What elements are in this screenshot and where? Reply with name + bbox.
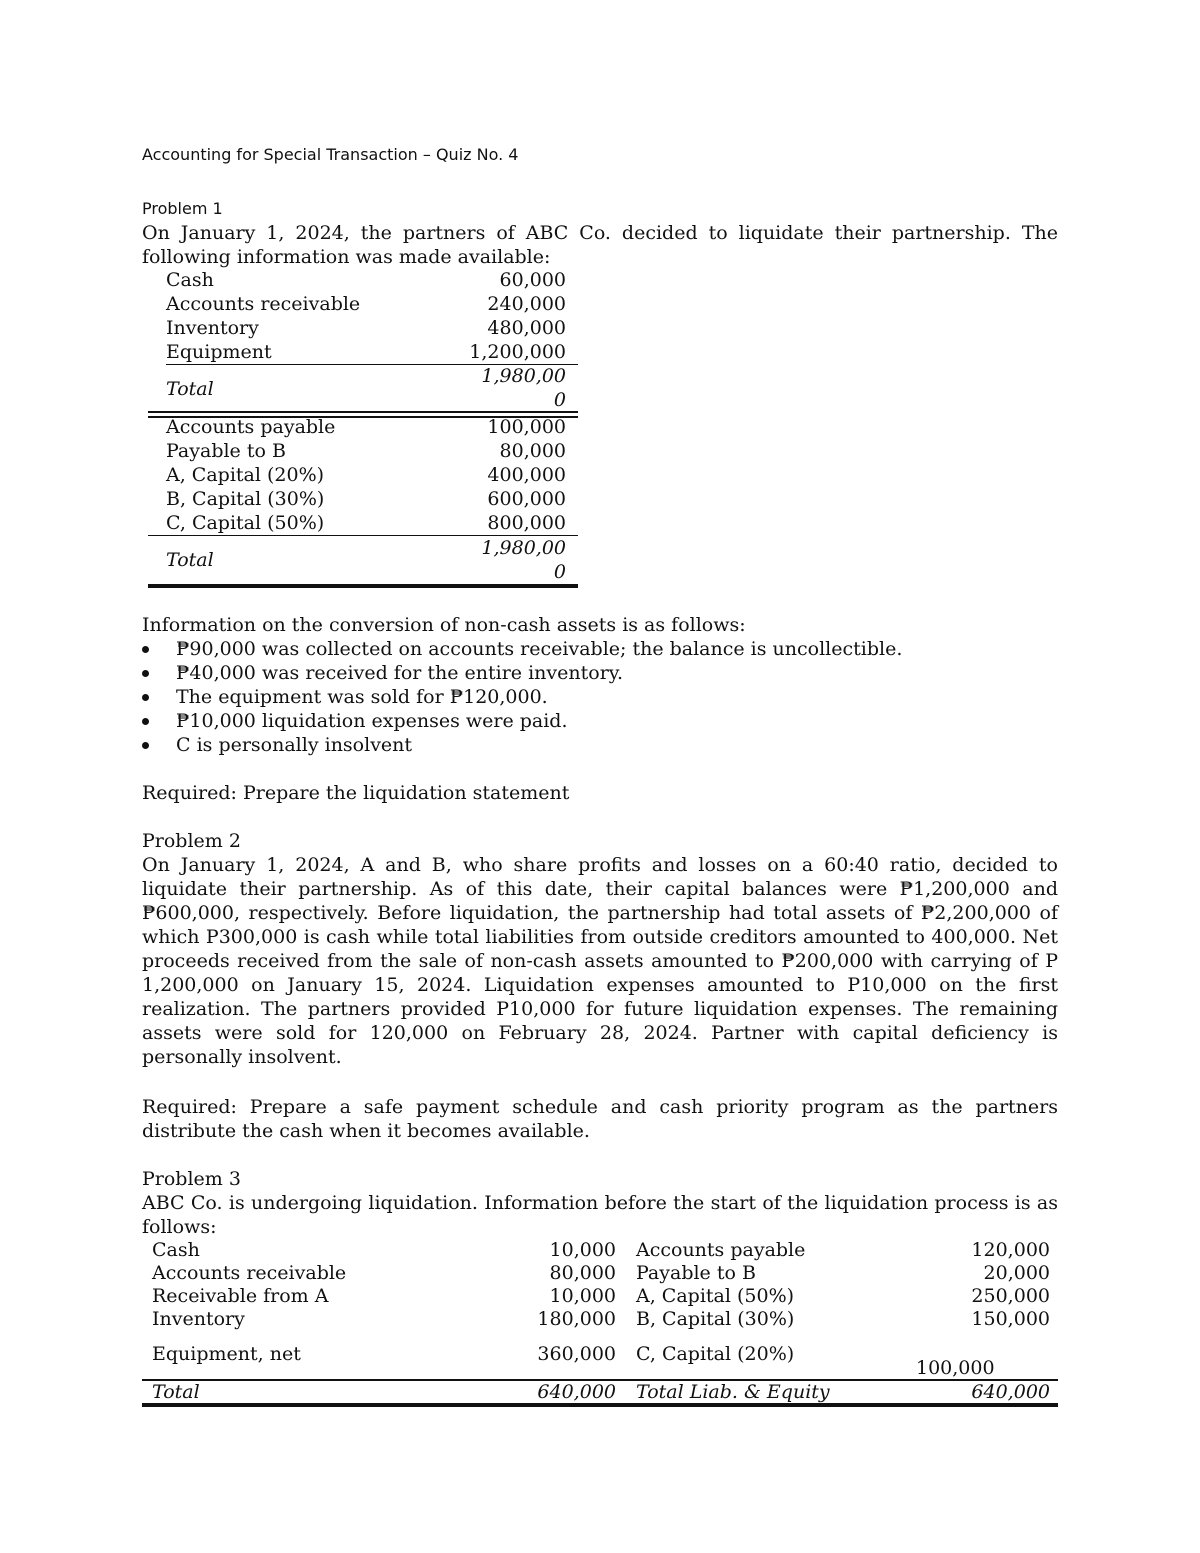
bullet-icon bbox=[142, 670, 149, 677]
asset-amount: 10,000 bbox=[549, 1239, 616, 1261]
thick-rule bbox=[142, 1403, 1058, 1407]
liabilities-total-line-1: 1,980,00 bbox=[481, 537, 566, 559]
document-title: Accounting for Special Transaction – Quiz No. 4 bbox=[142, 145, 519, 164]
asset-amount: 10,000 bbox=[549, 1285, 616, 1307]
claim-label: Accounts payable bbox=[636, 1239, 806, 1261]
problem-3-heading: Problem 3 bbox=[142, 1168, 241, 1190]
claim-amount: 120,000 bbox=[971, 1239, 1050, 1261]
liabilities-total-amount bbox=[166, 536, 566, 584]
problem-2-body: On January 1, 2024, A and B, who share profits and losses on a 60:40 ratio, decided to liquidate their partnership. As of this date, their capital balances were ₱1,200,000 and ₱600,000, respectively. Before liquidation, the partnership had total assets of ₱2,200,000 of which P300,000 is cash while total liabilities from outside creditors amounted to 400,000. Net proceeds received from the sale of non-cash assets amounted to ₱200,000 with carrying of P 1,200,000 on January 15, 2024. Liquidation expenses amounted to P10,000 on the first realization. The partners provided P10,000 for future liquidation expenses. The remaining assets were sold for 120,000 on February 28, 2024. Partner with capital deficiency is personally insolvent. bbox=[142, 854, 1058, 1068]
asset-label: Equipment bbox=[166, 341, 272, 363]
claim-amount: 20,000 bbox=[983, 1262, 1050, 1284]
total-label: Total bbox=[152, 1381, 200, 1403]
problem-3-intro: ABC Co. is undergoing liquidation. Information before the start of the liquidation process is as follows: bbox=[142, 1192, 1058, 1238]
asset-label: Equipment, net bbox=[152, 1343, 301, 1365]
bullet-text: ₱10,000 liquidation expenses were paid. bbox=[176, 710, 568, 732]
liability-row bbox=[166, 415, 578, 439]
total-claim-amount: 640,000 bbox=[971, 1381, 1050, 1403]
liability-amount: 600,000 bbox=[487, 488, 566, 510]
asset-label: Cash bbox=[152, 1239, 200, 1261]
double-rule-top bbox=[148, 411, 578, 413]
asset-amount: 60,000 bbox=[499, 269, 566, 291]
total-asset-amount: 640,000 bbox=[537, 1381, 616, 1403]
liability-amount: 80,000 bbox=[499, 440, 566, 462]
problem-1-intro: On January 1, 2024, the partners of ABC Co. decided to liquidate their partnership. The following information was made available: bbox=[142, 222, 1058, 268]
bullet-text: ₱40,000 was received for the entire inventory. bbox=[176, 662, 624, 684]
asset-amount: 180,000 bbox=[537, 1308, 616, 1330]
problem-2-required: Required: Prepare a safe payment schedule and cash priority program as the partners distribute the cash when it becomes available. bbox=[142, 1096, 1058, 1142]
liability-label: Payable to B bbox=[166, 440, 286, 462]
thick-rule bbox=[148, 584, 578, 588]
liability-row bbox=[166, 439, 578, 463]
table-row bbox=[142, 1284, 1058, 1308]
total-row bbox=[142, 1380, 1058, 1404]
claim-amount: 100,000 bbox=[916, 1357, 995, 1379]
claim-label: B, Capital (30%) bbox=[636, 1308, 795, 1330]
table-row bbox=[142, 1238, 1058, 1262]
liability-amount: 800,000 bbox=[487, 512, 566, 534]
liability-row bbox=[166, 487, 578, 511]
bullet-icon bbox=[142, 694, 149, 701]
assets-total-line-1: 1,980,00 bbox=[481, 365, 566, 387]
assets-total-label: Total bbox=[166, 378, 214, 400]
bullet-icon bbox=[142, 742, 149, 749]
bullet-icon bbox=[142, 646, 149, 653]
assets-total-amount bbox=[166, 364, 566, 412]
asset-amount: 360,000 bbox=[537, 1343, 616, 1365]
asset-row bbox=[166, 292, 578, 316]
liability-label: C, Capital (50%) bbox=[166, 512, 325, 534]
asset-label: Inventory bbox=[152, 1308, 245, 1330]
table-row bbox=[142, 1307, 1058, 1331]
liability-row bbox=[166, 511, 578, 535]
claim-label: Payable to B bbox=[636, 1262, 756, 1284]
asset-label: Inventory bbox=[166, 317, 259, 339]
claim-amount: 150,000 bbox=[971, 1308, 1050, 1330]
table-row bbox=[142, 1342, 1058, 1378]
asset-amount: 1,200,000 bbox=[469, 341, 566, 363]
problem-1-required: Required: Prepare the liquidation statement bbox=[142, 782, 570, 804]
table-row bbox=[142, 1261, 1058, 1285]
liability-label: B, Capital (30%) bbox=[166, 488, 325, 510]
liabilities-total-line-2: 0 bbox=[553, 561, 566, 583]
asset-label: Accounts receivable bbox=[166, 293, 361, 315]
problem-2-heading: Problem 2 bbox=[142, 830, 241, 852]
bullet-text: ₱90,000 was collected on accounts receivable; the balance is uncollectible. bbox=[176, 638, 903, 660]
problem-1-heading: Problem 1 bbox=[142, 199, 223, 218]
claim-amount: 250,000 bbox=[971, 1285, 1050, 1307]
claim-label: C, Capital (20%) bbox=[636, 1343, 795, 1365]
bullet-icon bbox=[142, 718, 149, 725]
asset-label: Accounts receivable bbox=[152, 1262, 347, 1284]
liability-amount: 100,000 bbox=[487, 416, 566, 438]
asset-row bbox=[166, 316, 578, 340]
bullet-text: The equipment was sold for ₱120,000. bbox=[176, 686, 548, 708]
bullet-text: C is personally insolvent bbox=[176, 734, 413, 756]
liability-label: Accounts payable bbox=[166, 416, 336, 438]
liability-row bbox=[166, 463, 578, 487]
asset-row bbox=[166, 340, 578, 364]
asset-amount: 80,000 bbox=[549, 1262, 616, 1284]
liability-amount: 400,000 bbox=[487, 464, 566, 486]
total-claim-label: Total Liab. & Equity bbox=[636, 1381, 830, 1403]
claim-label: A, Capital (50%) bbox=[636, 1285, 795, 1307]
asset-label: Cash bbox=[166, 269, 214, 291]
liability-label: A, Capital (20%) bbox=[166, 464, 325, 486]
asset-amount: 480,000 bbox=[487, 317, 566, 339]
asset-row bbox=[166, 268, 578, 292]
asset-label: Receivable from A bbox=[152, 1285, 329, 1307]
assets-total-line-2: 0 bbox=[553, 389, 566, 411]
liabilities-total-label: Total bbox=[166, 549, 214, 571]
asset-amount: 240,000 bbox=[487, 293, 566, 315]
conversion-intro: Information on the conversion of non-cash assets is as follows: bbox=[142, 614, 746, 636]
